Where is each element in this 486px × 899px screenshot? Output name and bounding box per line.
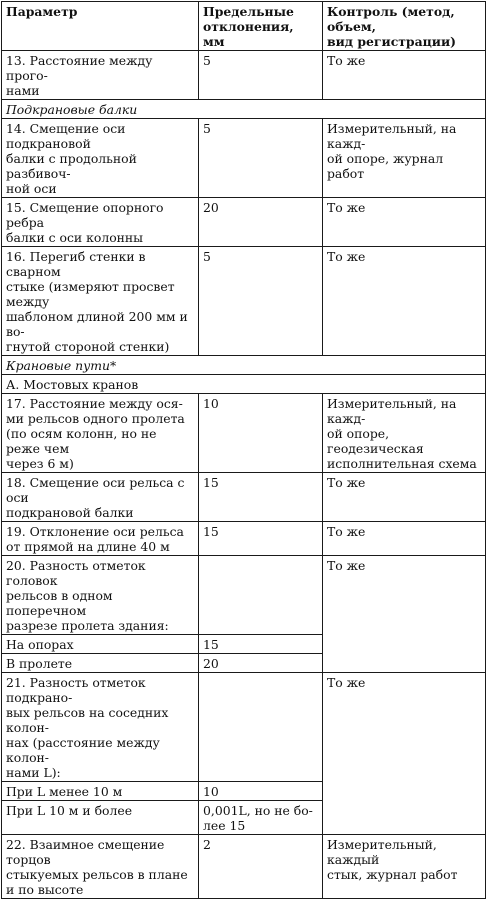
table-row: [2, 198, 486, 247]
control-cell: То же: [323, 673, 486, 835]
param-cell: При L 10 м и более: [2, 801, 199, 835]
param-cell: 14. Смещение оси подкрановой балки с продольной разбивоч- ной оси: [2, 119, 199, 198]
control-cell: То же: [323, 522, 486, 556]
tolerance-table: [1, 1, 486, 899]
deviation-cell: [199, 673, 323, 782]
param-cell: 15. Смещение опорного ребра балки с оси колонны: [2, 198, 199, 247]
section-row: [2, 100, 486, 119]
param-cell: 20. Разность отметок головок рельсов в одном поперечном разрезе пролета здания:: [2, 556, 199, 635]
section-row: [2, 356, 486, 375]
header-param: Параметр: [2, 2, 199, 51]
control-cell: То же: [323, 51, 486, 100]
deviation-cell: 5: [199, 119, 323, 198]
table-row: [2, 51, 486, 100]
deviation-cell: 5: [199, 247, 323, 356]
header-deviation: Предельные отклонения, мм: [199, 2, 323, 51]
param-cell: 21. Разность отметок подкрано- вых рельсов на соседних колон- нах (расстояние между колон- нами L):: [2, 673, 199, 782]
deviation-cell: [199, 556, 323, 635]
header-control: Контроль (метод, объем, вид регистрации): [323, 2, 486, 51]
param-cell: 22. Взаимное смещение торцов стыкуемых рельсов в плане и по высоте: [2, 835, 199, 899]
control-cell: То же: [323, 473, 486, 522]
deviation-cell: 10: [199, 782, 323, 801]
section-title: Подкрановые балки: [2, 100, 486, 119]
subsection-row: [2, 375, 486, 394]
table-row: [2, 247, 486, 356]
table-row: [2, 119, 486, 198]
param-cell: 16. Перегиб стенки в сварном стыке (измеряют просвет между шаблоном длиной 200 мм и во- гнутой стороной стенки): [2, 247, 199, 356]
deviation-cell: 5: [199, 51, 323, 100]
control-cell: То же: [323, 556, 486, 673]
control-cell: Измерительный, на кажд- ой опоре, журнал работ: [323, 119, 486, 198]
deviation-cell: 15: [199, 635, 323, 654]
param-cell: 17. Расстояние между ося- ми рельсов одного пролета (по осям колонн, но не реже чем через 6 м): [2, 394, 199, 473]
param-cell: 13. Расстояние между прого- нами: [2, 51, 199, 100]
deviation-cell: 15: [199, 473, 323, 522]
table-row: [2, 394, 486, 473]
control-cell: То же: [323, 247, 486, 356]
deviation-cell: 2: [199, 835, 323, 899]
deviation-cell: 10: [199, 394, 323, 473]
header-row: [2, 2, 486, 51]
param-cell: 18. Смещение оси рельса с оси подкрановой балки: [2, 473, 199, 522]
table-row: [2, 673, 486, 782]
control-cell: Измерительный, на кажд- ой опоре, геодезическая исполнительная схема: [323, 394, 486, 473]
deviation-cell: 15: [199, 522, 323, 556]
param-cell: На опорах: [2, 635, 199, 654]
table-row: [2, 522, 486, 556]
param-cell: При L менее 10 м: [2, 782, 199, 801]
deviation-cell: 20: [199, 198, 323, 247]
subsection-title: А. Мостовых кранов: [2, 375, 486, 394]
table-row: [2, 556, 486, 635]
table-row: [2, 473, 486, 522]
param-cell: 19. Отклонение оси рельса от прямой на длине 40 м: [2, 522, 199, 556]
control-cell: То же: [323, 198, 486, 247]
param-cell: В пролете: [2, 654, 199, 673]
deviation-cell: 20: [199, 654, 323, 673]
table-row: [2, 835, 486, 899]
control-cell: Измерительный, каждый стык, журнал работ: [323, 835, 486, 899]
deviation-cell: 0,001L, но не бо- лее 15: [199, 801, 323, 835]
section-title: Крановые пути*: [2, 356, 486, 375]
